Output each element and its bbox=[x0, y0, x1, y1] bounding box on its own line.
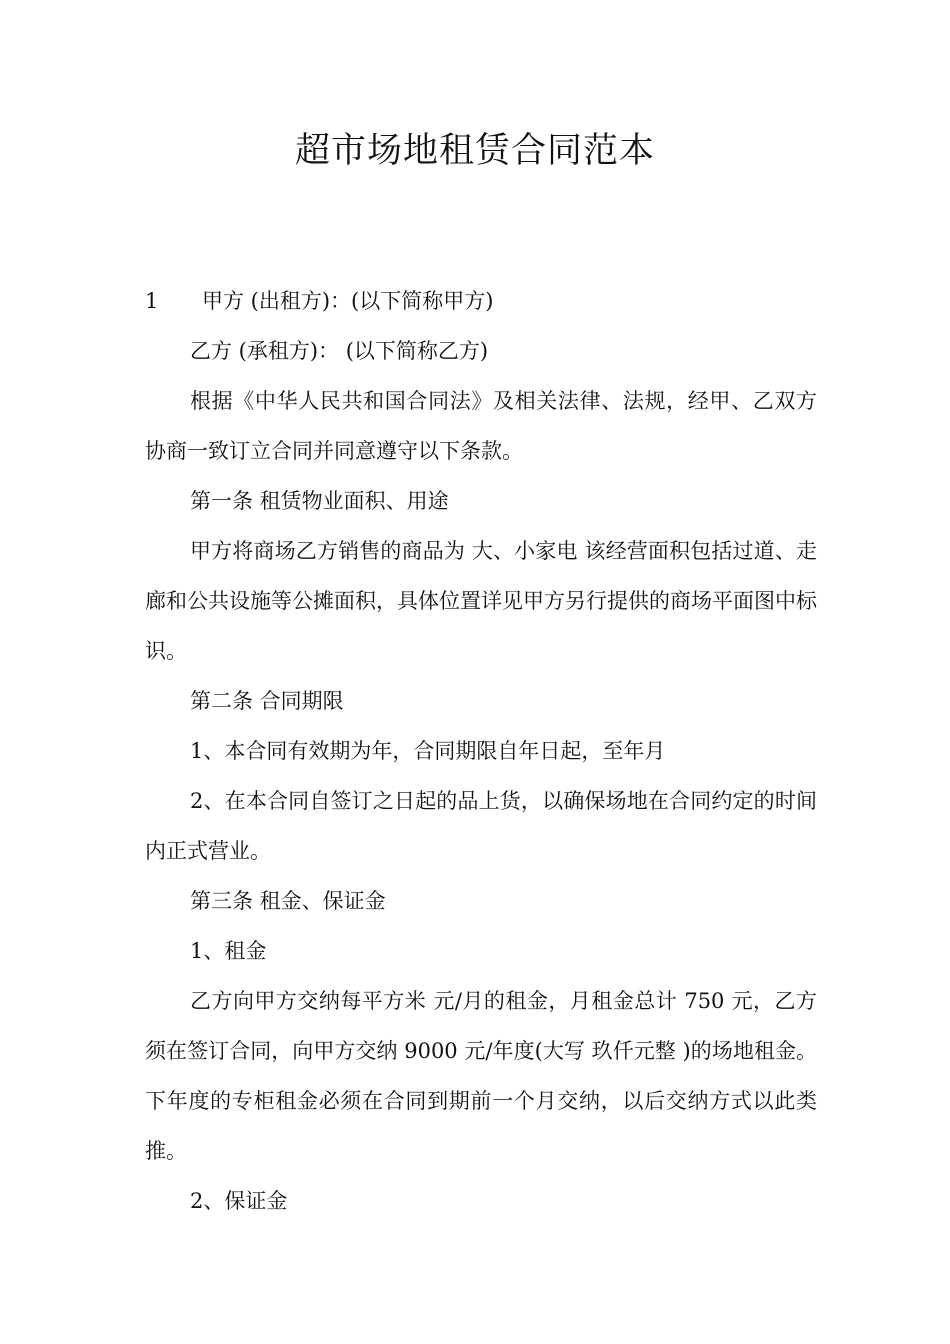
party-b-line: 乙方 (承租方)： (以下简称乙方) bbox=[190, 339, 489, 363]
article-1-paragraph: 甲方将商场乙方销售的商品为 大、小家电 该经营面积包括过道、走廊和公共设施等公摊面积，具体位置详见甲方另行提供的商场平面图中标识。 bbox=[145, 539, 817, 663]
document-body bbox=[145, 276, 817, 1226]
document-title: 超市场地租赁合同范本 bbox=[294, 131, 655, 171]
article-2-heading: 第二条 合同期限 bbox=[190, 689, 344, 713]
article-3-rent-heading: 1、租金 bbox=[190, 939, 267, 963]
article-2-clause-2: 2、在本合同自签订之日起的品上货，以确保场地在合同约定的时间内正式营业。 bbox=[145, 789, 817, 863]
article-1-heading: 第一条 租赁物业面积、用途 bbox=[190, 489, 449, 513]
article-3-rent-paragraph: 乙方向甲方交纳每平方米 元/月的租金，月租金总计 750 元，乙方须在签订合同，向甲方交纳 9000 元/年度(大写 玖仟元整 )的场地租金。下年度的专柜租金必须在合同到期前一个月交纳，以后交纳方式以此类推。 bbox=[145, 989, 817, 1163]
item-number: 1 bbox=[145, 289, 159, 313]
article-3-heading: 第三条 租金、保证金 bbox=[190, 889, 386, 913]
party-a-line bbox=[145, 276, 817, 326]
article-3-deposit-heading: 2、保证金 bbox=[190, 1189, 288, 1213]
article-2-clause-1: 1、本合同有效期为年，合同期限自年日起，至年月 bbox=[190, 739, 666, 763]
party-a-text: 甲方 (出租方)：(以下简称甲方) bbox=[202, 289, 494, 313]
preamble-paragraph: 根据《中华人民共和国合同法》及相关法律、法规，经甲、乙双方协商一致订立合同并同意遵守以下条款。 bbox=[145, 389, 817, 463]
